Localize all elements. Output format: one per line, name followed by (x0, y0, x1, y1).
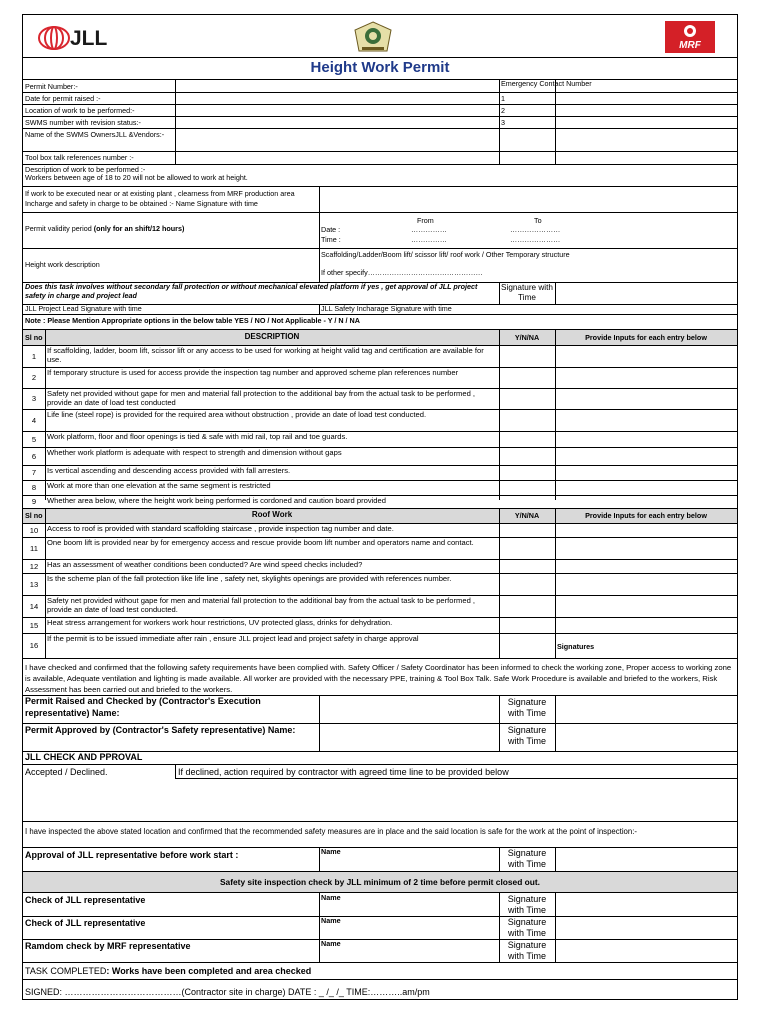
emblem-logo (353, 21, 393, 55)
t2-row-ynna-field[interactable] (500, 618, 554, 632)
t1-row-ynna-field[interactable] (500, 368, 554, 387)
to-time-field[interactable]: ………………… (510, 235, 561, 244)
t2-row-ynna-field[interactable] (500, 538, 554, 558)
t2-row-input-field[interactable] (556, 560, 736, 572)
lead-signature-label: JLL Project Lead Signature with time (25, 304, 142, 313)
t1-row-number: 5 (31, 434, 37, 444)
t2-row-description: Safety net provided without gape for men and material fall protection to the additional bay from the actual task to be performed , provide an date of load test conducted. (47, 596, 476, 614)
declined-note-label: If declined, action required by contractor with agreed time line to be provided below (178, 767, 509, 777)
t2-header-ynna: Y/N/NA (514, 511, 540, 520)
approval-jll-signature: Signature with Time (507, 848, 547, 869)
t2-row-input-field[interactable] (556, 538, 736, 558)
check-1-name: Name (321, 893, 341, 902)
t1-row-input-field[interactable] (556, 346, 736, 366)
t1-row-description: Safety net provided without gape for men and material fall protection to the additional bay from the actual task to be performed , provide an date of load test conducted (47, 389, 476, 407)
t1-row-input-field[interactable] (556, 448, 736, 464)
t1-row-ynna-field[interactable] (500, 496, 554, 507)
date-label: Date : (321, 225, 341, 234)
signatures-label: Signatures (557, 642, 595, 651)
raised-signature-label: Signature with Time (507, 697, 547, 718)
t2-row-ynna-field[interactable] (500, 596, 554, 616)
t1-row-number: 9 (31, 497, 37, 506)
to-date-field[interactable]: ………………… (510, 225, 561, 234)
t1-header-description: DESCRIPTION (244, 332, 300, 341)
height-desc-label: Height work description (25, 260, 100, 269)
inspection-heading: Safety site inspection check by JLL minimum of 2 time before permit closed out. (219, 877, 541, 887)
permit-number-label: Permit Number:- (25, 82, 78, 91)
t1-row-number: 3 (31, 394, 37, 403)
height-desc-options: Scaffolding/Ladder/Boom lift/ scissor lift/ roof work / Other Temporary structure (321, 250, 570, 259)
t1-row-input-field[interactable] (556, 389, 736, 408)
emergency-1: 1 (501, 94, 505, 103)
location-label: Location of work to be performed:- (25, 106, 135, 115)
swms-label: SWMS number with revision status:- (25, 118, 141, 127)
check-2-label: Check of JLL representative (25, 918, 146, 928)
declined-action-area[interactable] (23, 779, 737, 821)
validity-label (25, 225, 184, 233)
approved-by-label: Permit Approved by (Contractor's Safety representative) Name: (25, 725, 296, 735)
t1-row-description: Life line (steel rope) is provided for the required area without obstruction , provide an date of load test conducted. (47, 410, 427, 419)
t2-row-input-field[interactable] (556, 634, 736, 657)
t2-row-number: 13 (29, 579, 39, 589)
t2-row-description: Has an assessment of weather conditions been conducted? Are wind speed checks included? (47, 560, 363, 569)
t1-header-ynna: Y/N/NA (514, 333, 540, 342)
t1-row-input-field[interactable] (556, 410, 736, 430)
t1-row-input-field[interactable] (556, 368, 736, 387)
t2-row-ynna-field[interactable] (500, 574, 554, 594)
task-completed-bold: : Works have been completed and area checked (106, 966, 312, 976)
clearance-text: If work to be executed near or at existing plant , clearness from MRF production area Incharge and safety in charge to be obtained :- Name Signature with time (25, 189, 295, 208)
t1-header-slno: Sl no (25, 333, 43, 342)
t2-header-inputs: Provide Inputs for each entry below (585, 511, 707, 520)
incharge-signature-label: JLL Safety Incharage Signature with time (321, 304, 452, 313)
mrf-muscleman-icon (665, 21, 715, 41)
height-desc-other: If other specify………………………………………… (321, 268, 483, 277)
t2-header-roof: Roof Work (251, 510, 293, 519)
t1-row-description: Work at more than one elevation at the same segment is restricted (47, 481, 271, 490)
t1-row-description: If temporary structure is used for access provide the inspection tag number and approved scheme plan references number (47, 368, 459, 377)
t2-row-number: 11 (30, 543, 38, 553)
t1-row-ynna-field[interactable] (500, 389, 554, 408)
jll-swirl-icon (37, 25, 71, 51)
approved-signature-label: Signature with Time (507, 725, 547, 746)
t2-row-number: 16 (29, 641, 39, 650)
t1-row-description: Is vertical ascending and descending access provided with fall arresters. (47, 466, 291, 475)
t1-row-description: If scaffolding, ladder, boom lift, scissor lift or any access to be used for working at height valid tag and certification are available for use. (47, 346, 484, 364)
t1-row-input-field[interactable] (556, 432, 736, 446)
time-label: Time : (321, 235, 341, 244)
t1-header-inputs: Provide Inputs for each entry below (585, 333, 707, 342)
from-label: From (417, 216, 434, 225)
emergency-2: 2 (501, 106, 505, 115)
date-raised-label: Date for permit raised :- (25, 94, 101, 103)
permit-form (22, 14, 738, 1000)
t1-row-number: 4 (31, 415, 37, 425)
jll-logo-text: JLL (70, 27, 108, 50)
swms-owner-label: Name of the SWMS OwnersJLL &Vendors:- (25, 130, 165, 139)
t2-row-input-field[interactable] (556, 618, 736, 632)
check-2-name: Name (321, 916, 341, 925)
t2-row-number: 15 (29, 620, 39, 630)
t2-header-slno: Sl no (25, 511, 43, 520)
t1-row-number: 2 (31, 373, 37, 382)
mrf-logo-text: MRF (679, 40, 701, 51)
t1-row-ynna-field[interactable] (500, 346, 554, 366)
emergency-3: 3 (501, 118, 505, 127)
t1-row-number: 7 (31, 468, 37, 477)
note-text: Note : Please Mention Appropriate options in the below table YES / NO / Not Applicable - Y / N / NA (25, 316, 360, 325)
check-3-signature: Signature with Time (507, 940, 547, 961)
t2-row-description: One boom lift is provided near by for emergency access and rescue provide boom lift number and operators name and contact. (47, 538, 474, 547)
mrf-logo (665, 21, 715, 53)
t1-row-ynna-field[interactable] (500, 448, 554, 464)
t2-row-description: Is the scheme plan of the fall protection like life line , safety net, skylights openings are provided with references number. (47, 574, 452, 583)
t2-row-ynna-field[interactable] (500, 634, 554, 657)
work-desc-label: Description of work to be performed :- (25, 165, 146, 174)
jll-check-title: JLL CHECK AND PPROVAL (25, 752, 143, 762)
check-2-signature: Signature with Time (507, 917, 547, 938)
task-completed (25, 966, 311, 977)
age-restriction-text: Workers between age of 18 to 20 will not be allowed to work at height. (25, 173, 248, 182)
t2-row-ynna-field[interactable] (500, 524, 554, 536)
confirmation-text: I have checked and confirmed that the following safety requirements have been complied with. Safety Officer / Safety Coordinator has been informed to check the working zone, Proper access to working zone is available, Adequate ventilation and lighting is made available. All worker are provided with the necessary PPE, training & Tool Box Talk. Safe Work Procedure is available and briefed to the workers, Risk Assessment has been carried out and briefed to the workers. (25, 663, 732, 694)
validity-label-bold: (only for an shift/12 hours) (93, 224, 185, 233)
t1-row-number: 1 (31, 351, 37, 361)
inspected-text: I have inspected the above stated location and confirmed that the recommended safety measures are in place and the said location is safe for the work at the point of inspection:- (25, 827, 637, 836)
check-1-label: Check of JLL representative (25, 895, 146, 905)
to-label: To (534, 216, 542, 225)
t1-row-number: 6 (31, 451, 37, 461)
t2-row-input-field[interactable] (556, 524, 736, 536)
validity-label-text: Permit validity period (25, 224, 94, 233)
t2-row-ynna-field[interactable] (500, 560, 554, 572)
t2-row-number: 14 (29, 601, 39, 611)
task-completed-prefix: TASK COMPLETED (25, 966, 107, 976)
t1-row-input-field[interactable] (556, 481, 736, 494)
raised-by-label: Permit Raised and Checked by (Contractor's Execution representative) Name: (25, 696, 261, 718)
t2-row-description: If the permit is to be issued immediate after rain , ensure JLL project lead and project safety in charge approval (47, 634, 419, 643)
t1-row-input-field[interactable] (556, 466, 736, 479)
approval-note-text: Does this task involves without secondary fall protection or without mechanical elevated platform if yes , get approval of JLL project safety in charge and project lead (25, 282, 478, 300)
from-time-field[interactable]: …………… (411, 235, 447, 244)
toolbox-label: Tool box talk references number :- (25, 153, 134, 162)
jll-logo (37, 25, 127, 51)
t2-row-number: 10 (29, 525, 39, 535)
t2-row-description: Heat stress arrangement for workers work hour restrictions, UV protected glass, drinks for dehydration. (47, 618, 393, 627)
t1-row-ynna-field[interactable] (500, 432, 554, 446)
t2-row-input-field[interactable] (556, 596, 736, 616)
t2-row-input-field[interactable] (556, 574, 736, 594)
accepted-declined-label[interactable]: Accepted / Declined. (25, 767, 108, 777)
t1-row-input-field[interactable] (556, 496, 736, 507)
emblem-icon (353, 21, 393, 55)
t1-row-number: 8 (31, 483, 37, 492)
emergency-contact-label: Emergency Contact Number (501, 79, 592, 88)
t1-row-ynna-field[interactable] (500, 410, 554, 430)
t2-row-number: 12 (29, 561, 39, 571)
t1-row-description: Whether work platform is adequate with respect to strength and dimension without gaps (47, 448, 342, 457)
t1-row-ynna-field[interactable] (500, 481, 554, 494)
approval-jll-name: Name (321, 847, 341, 856)
approval-signature-label: Signature with Time (501, 283, 553, 302)
t1-row-ynna-field[interactable] (500, 466, 554, 479)
check-1-signature: Signature with Time (507, 894, 547, 915)
check-3-label: Ramdom check by MRF representative (25, 941, 191, 951)
signed-line: SIGNED: …………………………………(Contractor site in charge) DATE : _ /_ /_ TIME:………..am/pm (25, 987, 430, 997)
from-date-field[interactable]: …………… (411, 225, 447, 234)
check-3-name: Name (321, 939, 341, 948)
page-title: Height Work Permit (310, 59, 450, 76)
t1-row-description: Work platform, floor and floor openings is tied & safe with mid rail, top rail and toe guards. (47, 432, 348, 441)
approval-jll-label: Approval of JLL representative before work start : (25, 850, 239, 860)
t2-row-description: Access to roof is provided with standard scaffolding staircase , provide inspection tag number and date. (47, 524, 394, 533)
t1-row-description: Whether area below, where the height work being performed is cordoned and caution board provided (47, 496, 386, 505)
